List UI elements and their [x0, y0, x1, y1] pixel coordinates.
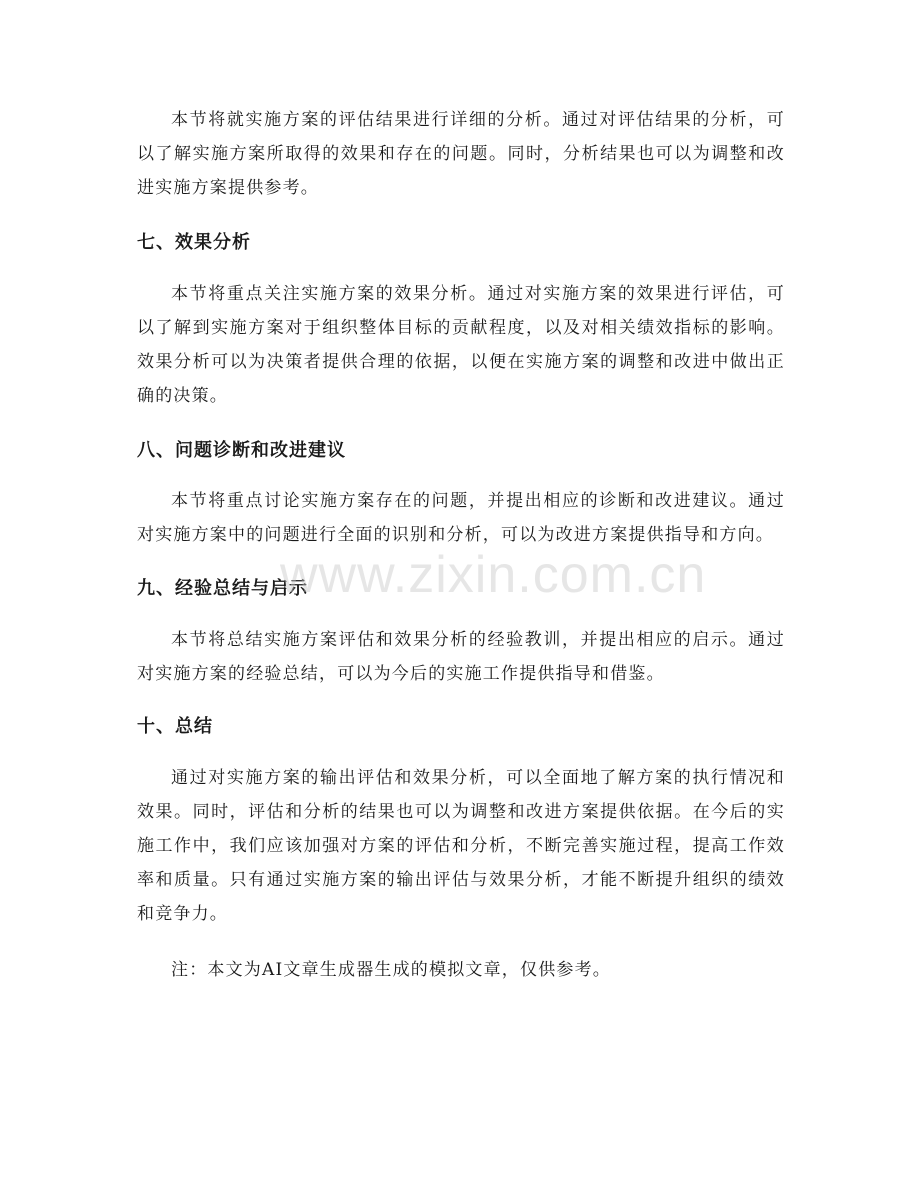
footnote: 注：本文为AI文章生成器生成的模拟文章，仅供参考。: [171, 960, 611, 980]
section-heading: 七、效果分析: [137, 232, 251, 253]
section-paragraph: 本节将重点讨论实施方案存在的问题，并提出相应的诊断和改进建议。通过对实施方案中的问题进行全面的识别和分析，可以为改进方案提供指导和方向。: [137, 491, 785, 545]
section-heading: 九、经验总结与启示: [137, 578, 308, 599]
section-7-heading-block: [137, 229, 785, 257]
section-heading: 八、问题诊断和改进建议: [137, 440, 346, 461]
section-7-body-block: [137, 277, 785, 413]
section-8-heading-block: [137, 437, 785, 465]
section-8-body-block: [137, 484, 785, 552]
section-paragraph: 本节将重点关注实施方案的效果分析。通过对实施方案的效果进行评估，可以了解到实施方案对于组织整体目标的贡献程度，以及对相关绩效指标的影响。效果分析可以为决策者提供合理的依据，以便在实施方案的调整和改进中做出正确的决策。: [137, 284, 785, 406]
section-10-heading-block: [137, 713, 785, 741]
note-block: [137, 953, 785, 987]
section-9-body-block: [137, 623, 785, 691]
section-paragraph: 通过对实施方案的输出评估和效果分析，可以全面地了解方案的执行情况和效果。同时，评估和分析的结果也可以为调整和改进方案提供依据。在今后的实施工作中，我们应该加强对方案的评估和分析，不断完善实施过程，提高工作效率和质量。只有通过实施方案的输出评估与效果分析，才能不断提升组织的绩效和竞争力。: [137, 768, 785, 924]
watermark-text: www.zixin.com.cn: [280, 546, 707, 604]
section-heading: 十、总结: [137, 716, 213, 737]
intro-paragraph: 本节将就实施方案的评估结果进行详细的分析。通过对评估结果的分析，可以了解实施方案所取得的效果和存在的问题。同时，分析结果也可以为调整和改进实施方案提供参考。: [137, 110, 785, 198]
intro-block: [137, 103, 785, 205]
section-paragraph: 本节将总结实施方案评估和效果分析的经验教训，并提出相应的启示。通过对实施方案的经验总结，可以为今后的实施工作提供指导和借鉴。: [137, 630, 785, 684]
section-10-body-block: [137, 761, 785, 931]
section-9-heading-block: [137, 575, 785, 603]
